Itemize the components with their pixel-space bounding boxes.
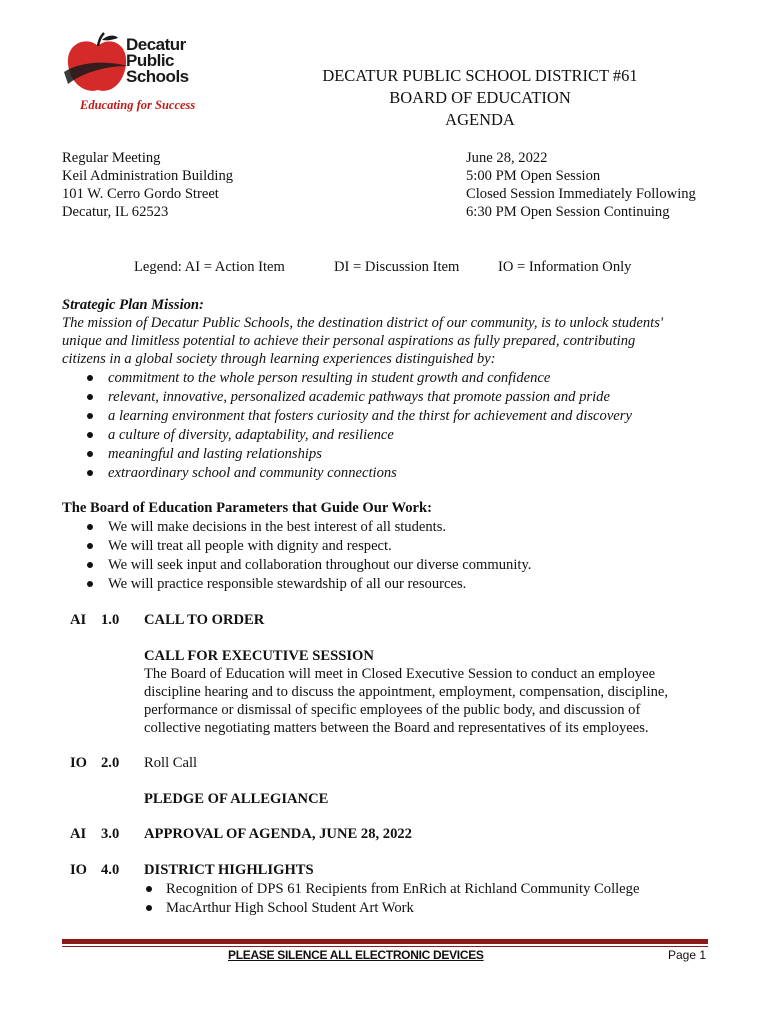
footer-rule [62,939,708,944]
meeting-date: June 28, 2022 [466,150,548,166]
mission-bullet: a learning environment that fosters curiosity and the thirst for achievement and discovery [108,408,632,424]
mission-bullet: a culture of diversity, adaptability, and resilience [108,427,394,443]
bullet-icon [87,524,93,530]
bullet-icon [87,451,93,457]
mission-text-line: unique and limitless potential to achieve their personal aspirations as fully prepared, contributing [62,333,636,349]
executive-session-title: CALL FOR EXECUTIVE SESSION [144,648,374,664]
highlight-bullet: Recognition of DPS 61 Recipients from EnRich at Richland Community College [166,881,640,897]
meeting-city: Decatur, IL 62523 [62,204,169,220]
logo-word-3: Schools [126,67,189,86]
logo-tagline: Educating for Success [80,98,196,112]
bullet-icon [87,562,93,568]
page-number: Page 1 [668,948,707,962]
executive-session-text: discipline hearing and to discuss the appointment, employment, compensation, discipline, [144,684,669,700]
item-number: 4.0 [101,862,120,878]
logo-word-2: Public [126,51,175,70]
item-number: 3.0 [101,826,120,842]
bullet-icon [87,470,93,476]
item-number: 2.0 [101,755,120,771]
open-session-continuing: 6:30 PM Open Session Continuing [466,204,670,220]
bullet-icon [87,581,93,587]
highlight-bullet: MacArthur High School Student Art Work [166,900,414,916]
bullet-icon [87,432,93,438]
executive-session-text: The Board of Education will meet in Closed Executive Session to conduct an employee [144,666,656,682]
open-session-time: 5:00 PM Open Session [466,168,601,184]
footer-rule-thin [62,946,708,947]
pledge-heading: PLEDGE OF ALLEGIANCE [144,791,329,807]
legend-action: Legend: AI = Action Item [134,259,285,275]
logo-word-1: Decatur [126,35,186,54]
legend-information: IO = Information Only [498,259,632,275]
bullet-icon [87,413,93,419]
item-title: DISTRICT HIGHLIGHTS [144,862,314,878]
parameter-bullet: We will seek input and collaboration throughout our diverse community. [108,557,532,573]
item-type: AI [70,826,87,842]
item-type: IO [70,862,88,878]
mission-bullet: meaningful and lasting relationships [108,446,322,462]
bullet-icon [146,905,152,911]
agenda-title: AGENDA [445,110,515,129]
bullet-icon [146,886,152,892]
district-title: DECATUR PUBLIC SCHOOL DISTRICT #61 [322,66,638,85]
district-logo [62,32,212,116]
mission-text-line: The mission of Decatur Public Schools, the destination district of our community, is to unlock students' [62,315,664,331]
item-number: 1.0 [101,612,120,628]
parameters-heading: The Board of Education Parameters that Guide Our Work: [62,500,432,516]
item-type: AI [70,612,87,628]
parameter-bullet: We will make decisions in the best interest of all students. [108,519,447,535]
executive-session-text: collective negotiating matters between the Board and representatives of its employees. [144,720,649,736]
mission-text-line: citizens in a global society through learning experiences distinguished by: [62,351,496,367]
parameter-bullet: We will treat all people with dignity and respect. [108,538,392,554]
closed-session-note: Closed Session Immediately Following [466,186,696,202]
mission-bullet: commitment to the whole person resulting in student growth and confidence [108,370,551,386]
bullet-icon [87,394,93,400]
apple-icon [62,32,132,98]
item-title: Roll Call [144,755,198,771]
executive-session-text: performance or dismissal of specific employees of the public body, and discussion of [144,702,641,718]
bullet-icon [87,375,93,381]
silence-devices-notice: PLEASE SILENCE ALL ELECTRONIC DEVICES [228,948,484,962]
item-title: CALL TO ORDER [144,612,265,628]
mission-heading: Strategic Plan Mission: [62,297,204,313]
legend-discussion: DI = Discussion Item [334,259,460,275]
meeting-building: Keil Administration Building [62,168,234,184]
board-title: BOARD OF EDUCATION [389,88,571,107]
item-title: APPROVAL OF AGENDA, JUNE 28, 2022 [144,826,412,842]
bullet-icon [87,543,93,549]
meeting-street: 101 W. Cerro Gordo Street [62,186,219,202]
mission-bullet: relevant, innovative, personalized academic pathways that promote passion and pride [108,389,610,405]
item-type: IO [70,755,88,771]
mission-bullet: extraordinary school and community connections [108,465,397,481]
parameter-bullet: We will practice responsible stewardship of all our resources. [108,576,467,592]
meeting-type: Regular Meeting [62,150,161,166]
